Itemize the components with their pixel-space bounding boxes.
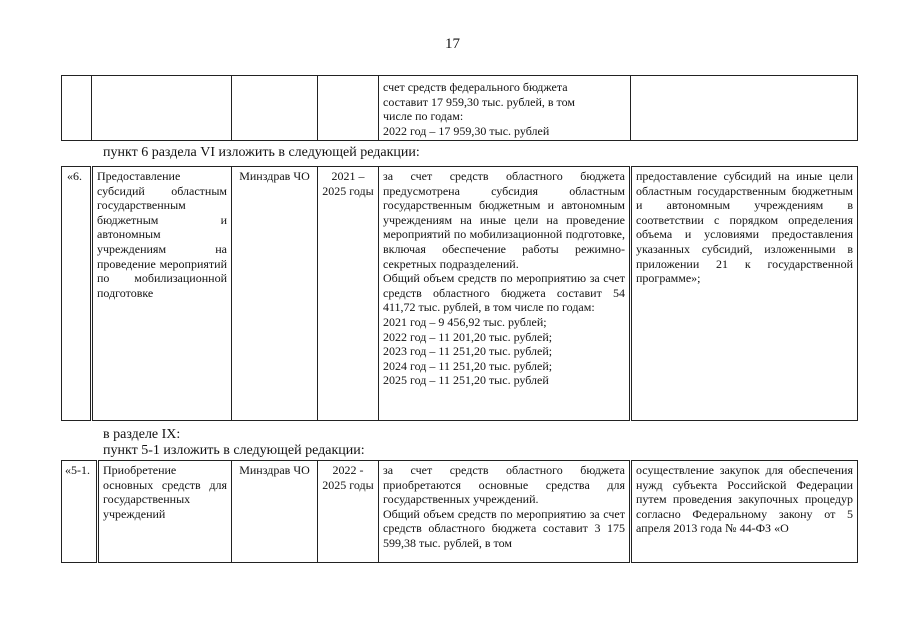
- cell-basis: предоставление субсидий на иные цели областным государственным бюджетным и автономным учреждениям в соответствии с порядком определения объема и условиями предоставления указанных субсидий, изложенными в приложении 21 к государственной программе»;: [631, 167, 858, 421]
- cell-basis: [631, 76, 858, 141]
- text-line: счет средств федерального бюджета: [383, 80, 568, 94]
- continuation-table: [61, 75, 858, 141]
- cell-name: Приобретение основных средств для государственных учреждений: [98, 461, 232, 563]
- cell-years: 2022 - 2025 годы: [318, 461, 379, 563]
- total-text: Общий объем средств по мероприятию за счет средств областного бюджета составит 3 175 599,38 тыс. рублей, в том: [383, 506, 625, 550]
- cell-source: [379, 76, 631, 141]
- total-text: Общий объем средств по мероприятию за счет средств областного бюджета составит 54 411,72 тыс. рублей, в том числе по годам:: [383, 271, 625, 315]
- cell-executor: Минздрав ЧО: [232, 461, 318, 563]
- cell-num: [62, 76, 92, 141]
- cell-num: «5-1.: [62, 461, 98, 563]
- amendment-heading: пункт 5-1 изложить в следующей редакции:: [103, 443, 365, 458]
- cell-source: [379, 461, 631, 563]
- year-line: 2021 год – 9 456,92 тыс. рублей;: [383, 314, 547, 329]
- table-row: [62, 76, 858, 141]
- table-row: [62, 167, 858, 421]
- cell-years: 2021 – 2025 годы: [318, 167, 379, 421]
- cell-basis: [631, 461, 858, 563]
- year-line: 2023 год – 11 251,20 тыс. рублей;: [383, 344, 553, 359]
- year-line: 2025 год – 11 251,20 тыс. рублей: [383, 373, 549, 388]
- cell-executor: Минздрав ЧО: [232, 167, 318, 421]
- cell-name: Предоставление субсидий областным государственным бюджетным и автономным учреждениям на проведение мероприятий по мобилизационной подготовке: [92, 167, 232, 421]
- cell-years: [318, 76, 379, 141]
- basis-text: осуществление закупок для обеспечения нужд субъекта Российской Федерации путем проведения закупочных процедур согласно Федеральному закону от 5 апреля 2013 года № 44-ФЗ «О: [636, 463, 853, 536]
- cell-source: [379, 167, 631, 421]
- measure-table: [61, 460, 858, 563]
- text-line: числе по годам:: [383, 109, 464, 124]
- table-row: [62, 461, 858, 563]
- cell-name: [92, 76, 232, 141]
- measure-table: [61, 166, 858, 421]
- year-line: 2022 год – 11 201,20 тыс. рублей;: [383, 329, 553, 344]
- cell-executor: [232, 76, 318, 141]
- cell-num: «6.: [62, 167, 92, 421]
- source-text: за счет средств областного бюджета приобретаются основные средства для государственных учреждений.: [383, 463, 625, 507]
- text-line: составит 17 959,30 тыс. рублей, в том: [383, 94, 575, 109]
- year-line: 2024 год – 11 251,20 тыс. рублей;: [383, 358, 553, 373]
- amendment-heading: пункт 6 раздела VI изложить в следующей редакции:: [103, 145, 420, 160]
- text-line: 2022 год – 17 959,30 тыс. рублей: [383, 123, 550, 138]
- source-text: за счет средств областного бюджета предусмотрена субсидия областным государственным бюджетным и автономным учреждениям на иные цели на проведение мероприятий по мобилизационной подготовке, включая обеспечение работы режимно-секретных подразделений.: [383, 169, 625, 271]
- section-heading: в разделе IX:: [103, 427, 181, 442]
- page-number: 17: [445, 36, 460, 52]
